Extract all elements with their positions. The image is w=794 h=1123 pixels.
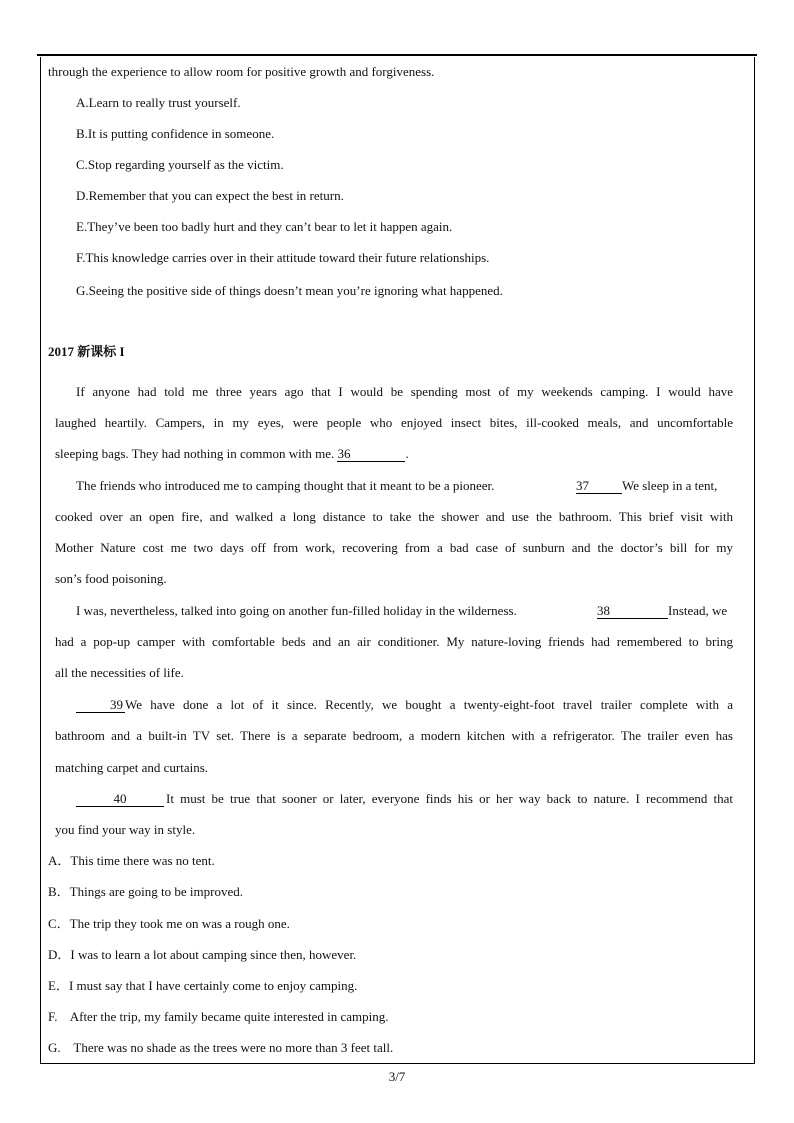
passage-p2-line1-tail bbox=[576, 478, 717, 494]
option-b-a: A．This time there was no tent. bbox=[48, 853, 215, 868]
page-number: 3/7 bbox=[388, 1069, 406, 1084]
passage-p2-line2: cooked over an open fire, and walked a long distance to take the shower and use the bathroom. This brief visit with bbox=[55, 509, 733, 524]
passage-p5-line1: It must be true that sooner or later, everyone finds his or her way back to nature. I recommend that bbox=[166, 791, 733, 806]
option-c: C.Stop regarding yourself as the victim. bbox=[76, 157, 284, 172]
section-heading: 2017 新课标 I bbox=[48, 344, 125, 359]
blank-39: 39 bbox=[76, 698, 125, 713]
passage-p4-line1: We have done a lot of it since. Recently, we bought a twenty-eight-foot travel trailer complete with a bbox=[125, 697, 733, 712]
blank-40: 40 bbox=[76, 792, 164, 807]
option-b-c: C．The trip they took me on was a rough one. bbox=[48, 916, 290, 931]
passage-p4-line3: matching carpet and curtains. bbox=[55, 760, 209, 775]
option-b-f: F. After the trip, my family became quite interested in camping. bbox=[48, 1009, 389, 1024]
passage-p1-line1: If anyone had told me three years ago that I would be spending most of my weekends camping. I would have bbox=[76, 384, 733, 399]
option-b-e: E．I must say that I have certainly come to enjoy camping. bbox=[48, 978, 358, 993]
passage-p5-line2: you find your way in style. bbox=[55, 822, 196, 837]
passage-p3-line3: all the necessities of life. bbox=[55, 665, 184, 680]
option-g: G.Seeing the positive side of things doesn’t mean you’re ignoring what happened. bbox=[76, 283, 503, 298]
option-f: F.This knowledge carries over in their attitude toward their future relationships. bbox=[76, 250, 490, 265]
option-e: E.They’ve been too badly hurt and they can’t bear to let it happen again. bbox=[76, 219, 453, 234]
option-b-d: D．I was to learn a lot about camping since then, however. bbox=[48, 947, 357, 962]
option-b-b: B．Things are going to be improved. bbox=[48, 884, 243, 899]
intro-line: through the experience to allow room for positive growth and forgiveness. bbox=[48, 64, 435, 79]
passage-p2-line1-text: The friends who introduced me to camping thought that it meant to be a pioneer. bbox=[76, 478, 495, 493]
blank-36: 36 bbox=[337, 447, 405, 462]
passage-p2-line3: Mother Nature cost me two days off from work, recovering from a bad case of sunburn and the doctor’s bill for my bbox=[55, 540, 733, 555]
passage-p3-line1-text: I was, nevertheless, talked into going on another fun-filled holiday in the wilderness. bbox=[76, 603, 517, 618]
page-frame bbox=[40, 57, 755, 1064]
option-b: B.It is putting confidence in someone. bbox=[76, 126, 275, 141]
passage-p1-line3-end: . bbox=[405, 446, 409, 461]
passage-p4-line1-head bbox=[76, 697, 125, 713]
passage-p3-line2: had a pop-up camper with comfortable beds and an air conditioner. My nature-loving friends had remembered to bring bbox=[55, 634, 733, 649]
passage-p3-line1-end: Instead, we bbox=[668, 603, 728, 618]
blank-38: 38 bbox=[597, 604, 668, 619]
option-a: A.Learn to really trust yourself. bbox=[76, 95, 241, 110]
passage-p1-line3-text: sleeping bags. They had nothing in common with me. bbox=[55, 446, 335, 461]
option-d: D.Remember that you can expect the best in return. bbox=[76, 188, 344, 203]
passage-p4-line2: bathroom and a built-in TV set. There is a separate bedroom, a modern kitchen with a refrigerator. The trailer even has bbox=[55, 728, 733, 743]
passage-p1-line3 bbox=[55, 446, 409, 462]
passage-p1-line2: laughed heartily. Campers, in my eyes, were people who enjoyed insect bites, ill-cooked meals, and uncomfortable bbox=[55, 415, 733, 430]
passage-p5-line1-head bbox=[76, 791, 164, 807]
passage-p3-line1-tail bbox=[597, 603, 727, 619]
blank-37: 37 bbox=[576, 479, 622, 494]
option-b-g: G. There was no shade as the trees were no more than 3 feet tall. bbox=[48, 1040, 394, 1055]
passage-p2-line1-end: We sleep in a tent, bbox=[622, 478, 718, 493]
passage-p2-line4: son’s food poisoning. bbox=[55, 571, 167, 586]
header-rule bbox=[37, 54, 757, 56]
